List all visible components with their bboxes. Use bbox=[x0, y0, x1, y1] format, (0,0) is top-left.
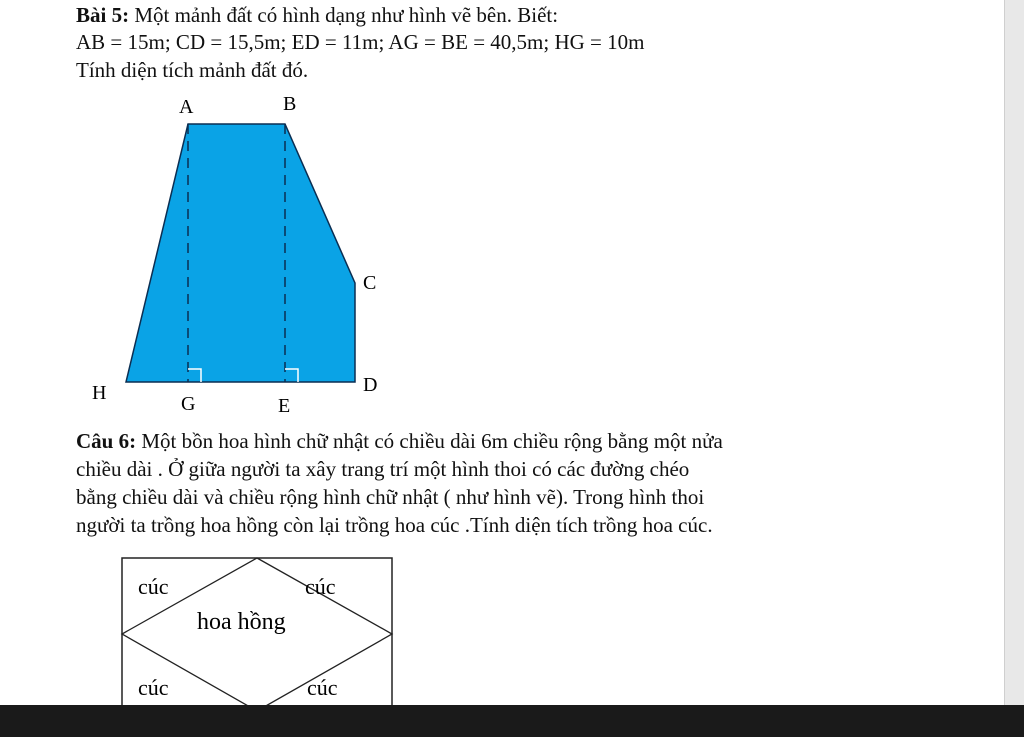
problem6-title-line bbox=[76, 428, 723, 454]
land-plot-figure bbox=[80, 85, 400, 420]
cuc-top-left-label: cúc bbox=[138, 574, 169, 599]
label-c: C bbox=[363, 272, 377, 294]
cuc-bottom-right-label: cúc bbox=[307, 675, 338, 700]
problem6-line1: Một bồn hoa hình chữ nhật có chiều dài 6m chiều rộng bằng một nửa bbox=[136, 429, 723, 453]
problem5-title-line bbox=[76, 2, 558, 28]
cuc-bottom-left-label: cúc bbox=[138, 675, 169, 700]
problem6-label: Câu 6: bbox=[76, 429, 137, 453]
label-a: A bbox=[179, 96, 194, 118]
label-g: G bbox=[181, 393, 196, 415]
problem5-data-line: AB = 15m; CD = 15,5m; ED = 11m; AG = BE = 40,5m; HG = 10m bbox=[76, 30, 645, 54]
problem6-line2: chiều dài . Ở giữa người ta xây trang trí một hình thoi có các đường chéo bbox=[76, 457, 690, 481]
problem6-line3: bằng chiều dài và chiều rộng hình chữ nhật ( như hình vẽ). Trong hình thoi bbox=[76, 485, 705, 509]
hoa-hong-label: hoa hồng bbox=[197, 609, 286, 635]
problem5-label: Bài 5: bbox=[76, 3, 130, 27]
flowerbed-figure bbox=[120, 556, 396, 716]
bottom-bar bbox=[0, 705, 1024, 737]
vertical-scrollbar[interactable] bbox=[1004, 0, 1024, 705]
problem5-text: Một mảnh đất có hình dạng như hình vẽ bên. Biết: bbox=[129, 3, 559, 27]
problem6-line4: người ta trồng hoa hồng còn lại trồng hoa cúc .Tính diện tích trồng hoa cúc. bbox=[76, 513, 713, 537]
label-e: E bbox=[278, 395, 291, 417]
label-b: B bbox=[283, 93, 297, 115]
label-h: H bbox=[92, 382, 107, 404]
label-d: D bbox=[363, 374, 378, 396]
cuc-top-right-label: cúc bbox=[305, 574, 336, 599]
land-plot-shape bbox=[126, 124, 355, 382]
problem5-question: Tính diện tích mảnh đất đó. bbox=[76, 58, 309, 82]
